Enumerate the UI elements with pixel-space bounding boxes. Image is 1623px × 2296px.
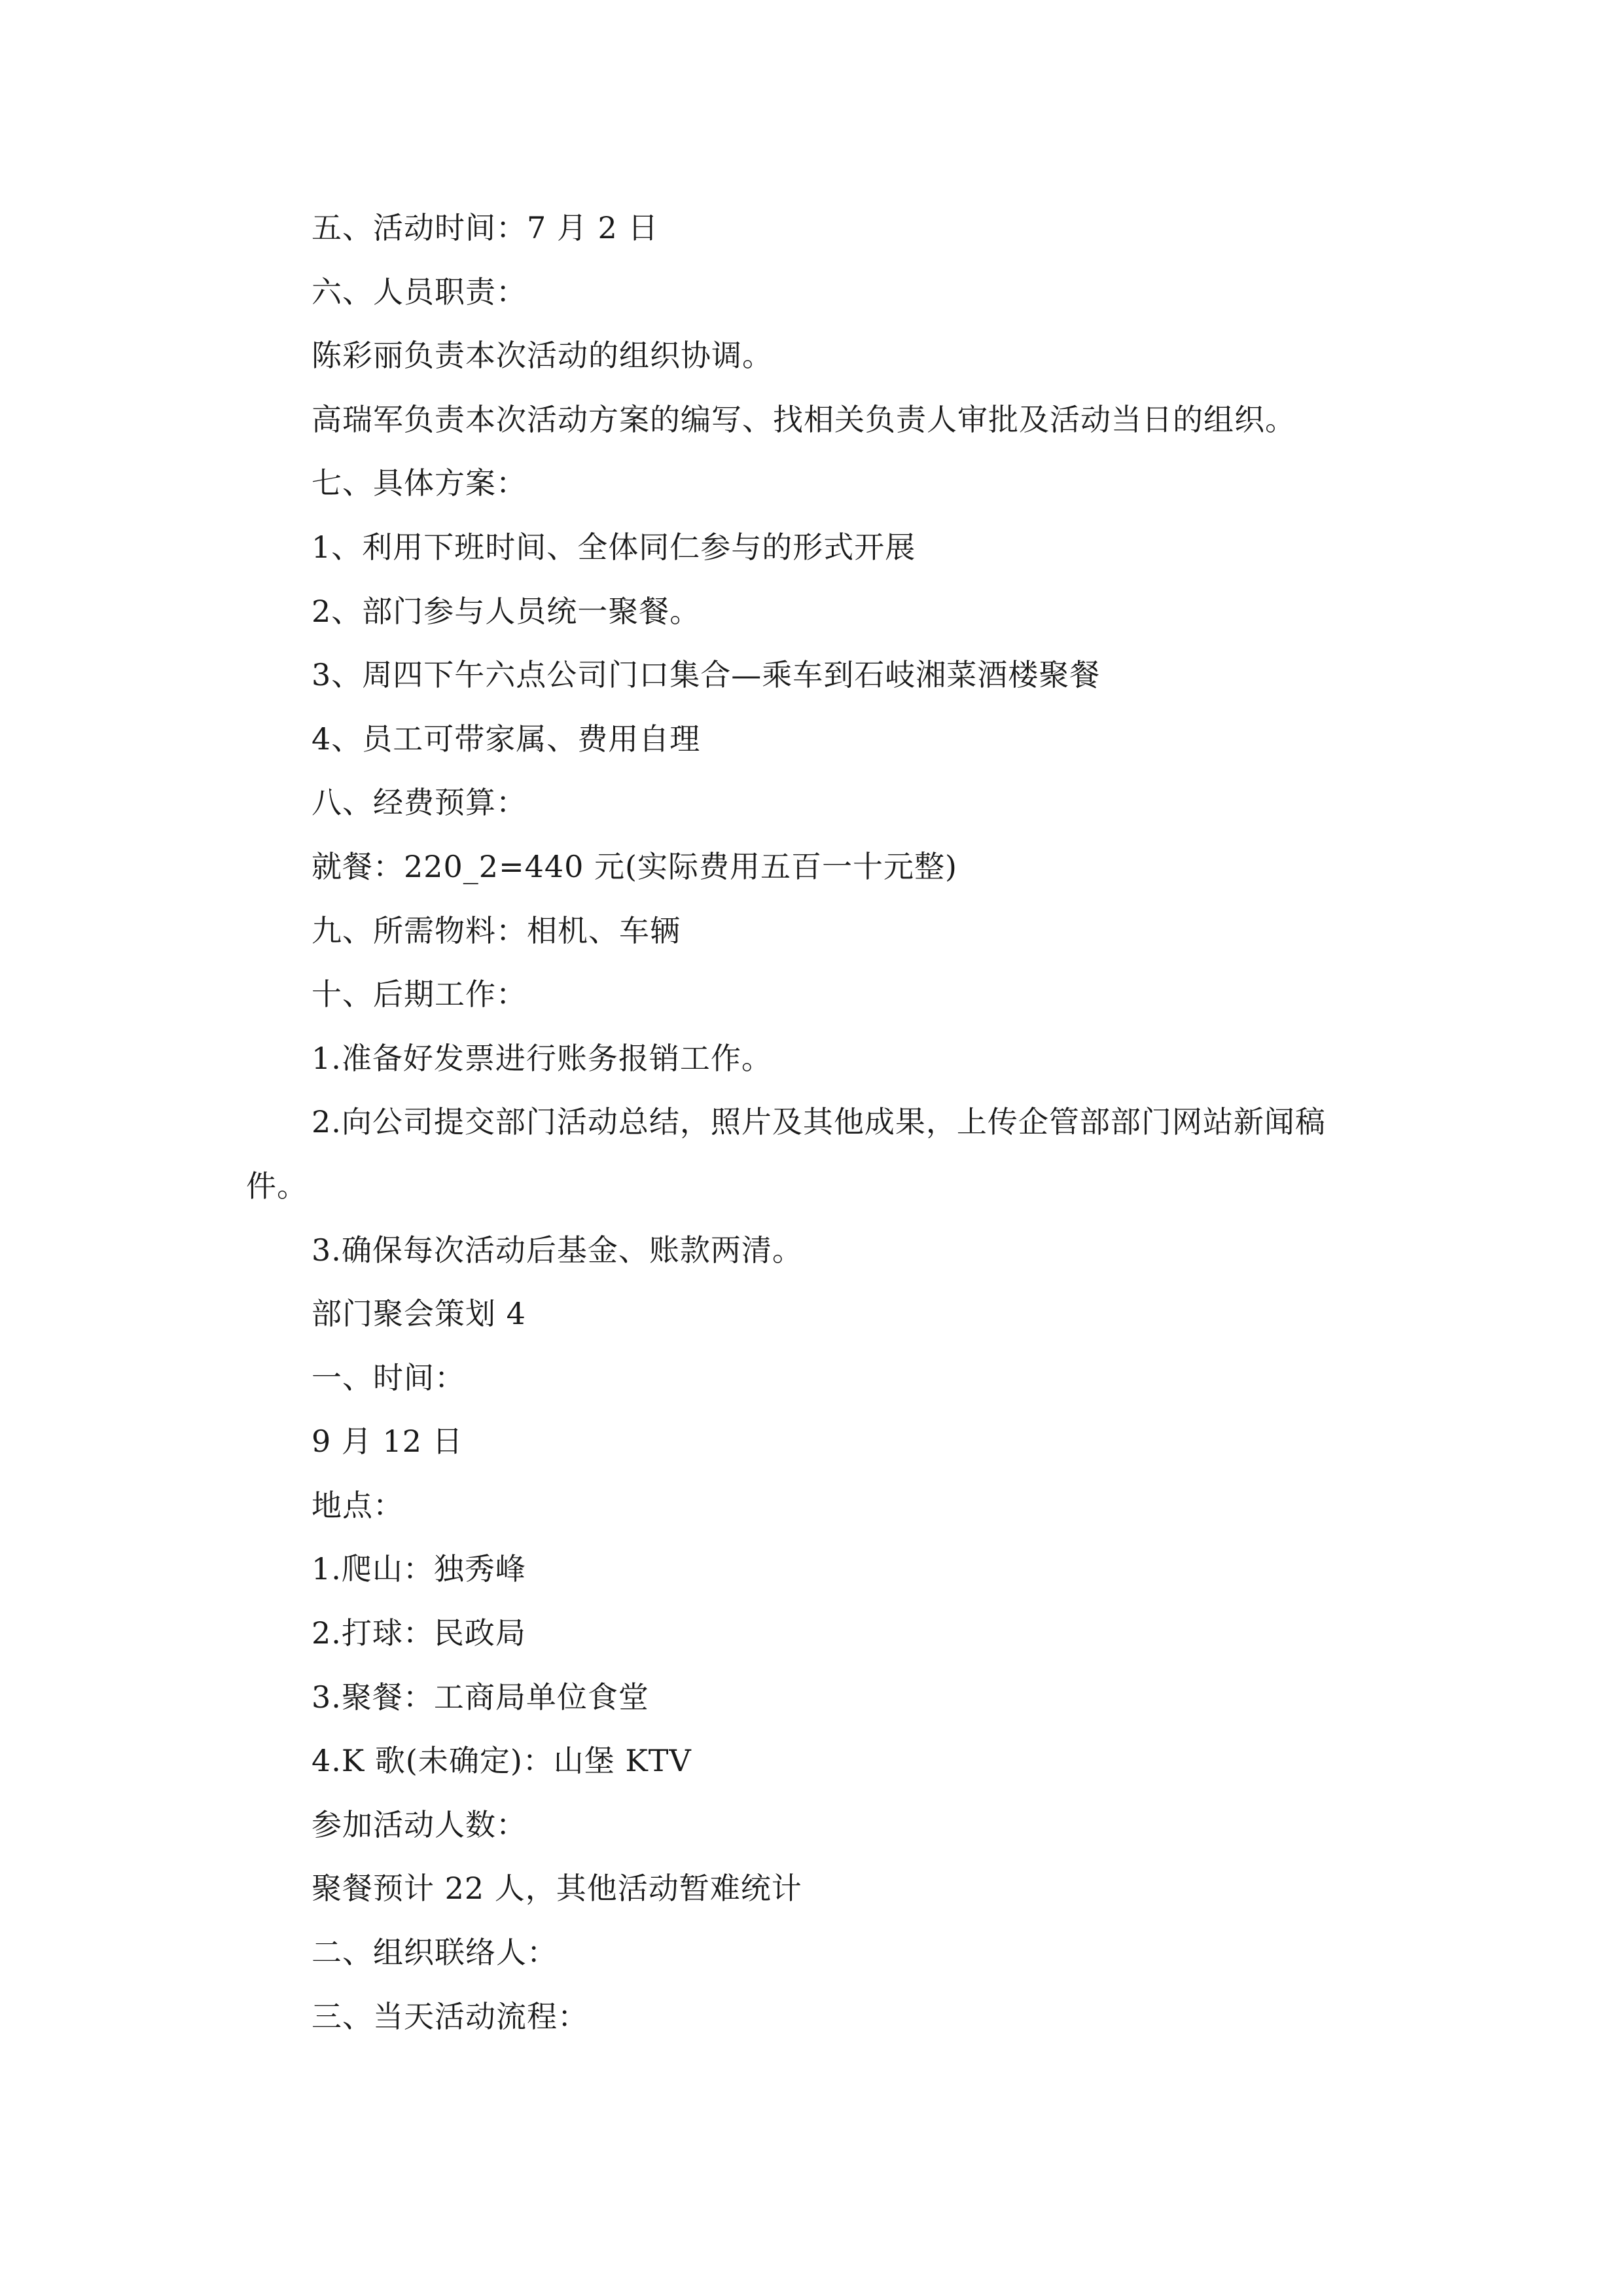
text-line: 4、员工可带家属、费用自理 xyxy=(312,721,701,757)
text-line: 参加活动人数： xyxy=(312,1806,527,1842)
text-line: 二、组织联络人： xyxy=(312,1935,558,1971)
text-line: 地点： xyxy=(312,1487,404,1523)
document-body xyxy=(246,196,1398,2049)
text-line: 2.向公司提交部门活动总结，照片及其他成果，上传企管部部门网站新闻稿 xyxy=(312,1104,1326,1140)
text-line: 3.聚餐：工商局单位食堂 xyxy=(312,1679,649,1715)
text-line: 就餐：220_2=440 元(实际费用五百一十元整) xyxy=(312,848,957,884)
text-line: 3.确保每次活动后基金、账款两清。 xyxy=(312,1232,803,1268)
text-line: 高瑞军负责本次活动方案的编写、找相关负责人审批及活动当日的组织。 xyxy=(312,401,1296,437)
text-line: 2、部门参与人员统一聚餐。 xyxy=(312,593,701,629)
text-line: 1、利用下班时间、全体同仁参与的形式开展 xyxy=(312,529,916,565)
text-line: 十、后期工作： xyxy=(312,977,527,1013)
text-line: 2.打球：民政局 xyxy=(312,1615,526,1651)
text-line: 五、活动时间：7 月 2 日 xyxy=(312,210,659,245)
text-line: 1.准备好发票进行账务报销工作。 xyxy=(312,1040,772,1076)
text-line: 三、当天活动流程： xyxy=(312,1998,588,2034)
section-heading: 部门聚会策划 4 xyxy=(312,1296,526,1332)
text-line: 1.爬山：独秀峰 xyxy=(312,1551,526,1587)
text-line: 9 月 12 日 xyxy=(312,1424,463,1460)
text-line: 3、周四下午六点公司门口集合—乘车到石岐湘菜酒楼聚餐 xyxy=(312,657,1101,693)
text-line: 一、时间： xyxy=(312,1359,465,1395)
text-line: 陈彩丽负责本次活动的组织协调。 xyxy=(312,338,773,374)
text-line: 六、人员职责： xyxy=(312,274,527,310)
text-line: 八、经费预算： xyxy=(312,785,527,821)
text-line: 4.K 歌(未确定)：山堡 KTV xyxy=(312,1743,692,1779)
text-line: 聚餐预计 22 人，其他活动暂难统计 xyxy=(312,1871,802,1907)
text-line: 九、所需物料：相机、车辆 xyxy=(312,912,681,948)
text-line: 件。 xyxy=(246,1168,308,1204)
text-line: 七、具体方案： xyxy=(312,465,527,501)
